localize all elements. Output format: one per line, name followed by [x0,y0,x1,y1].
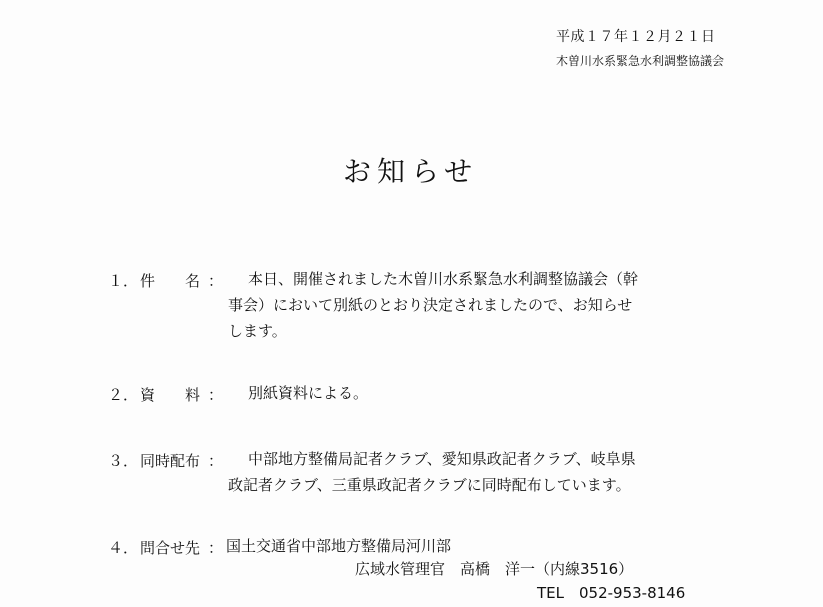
body-line: 中部地方整備局記者クラブ、愛知県政記者クラブ、岐阜県 [248,450,636,468]
body-line: 政記者クラブ、三重県政記者クラブに同時配布しています。 [228,476,631,494]
contact-phone: TEL 052-953-8146 [537,584,686,602]
item-label: 件 名 [140,272,201,290]
body-line: します。 [228,322,287,340]
contact-person: 広域水管理官 高橋 洋一（内線3516） [355,560,634,578]
issuing-organization: 木曽川水系緊急水利調整協議会 [556,54,725,68]
item-label: 問合せ先 [140,539,201,557]
document-title: お知らせ [343,155,479,188]
item-body [248,380,748,406]
item-colon: ： [208,272,224,290]
body-line: 国土交通省中部地方整備局河川部 [226,537,452,555]
item-label: 資 料 [140,386,201,404]
item-number: ２． [108,386,139,404]
item-number: ４． [108,539,139,557]
item-label: 同時配布 [140,452,201,470]
item-body [226,533,726,559]
item-number: ３． [108,452,139,470]
item-colon: ： [208,539,224,557]
body-line: 別紙資料による。 [248,384,369,402]
item-colon: ： [208,452,224,470]
item-number: １． [108,272,139,290]
body-line: 本日、開催されました木曽川水系緊急水利調整協議会（幹 [248,270,639,288]
item-colon: ： [208,386,224,404]
issue-date: 平成１７年１２月２１日 [556,29,716,45]
item-body [228,266,748,344]
item-body [228,446,748,498]
body-line: 事会）において別紙のとおり決定されましたので、お知らせ [228,296,633,314]
